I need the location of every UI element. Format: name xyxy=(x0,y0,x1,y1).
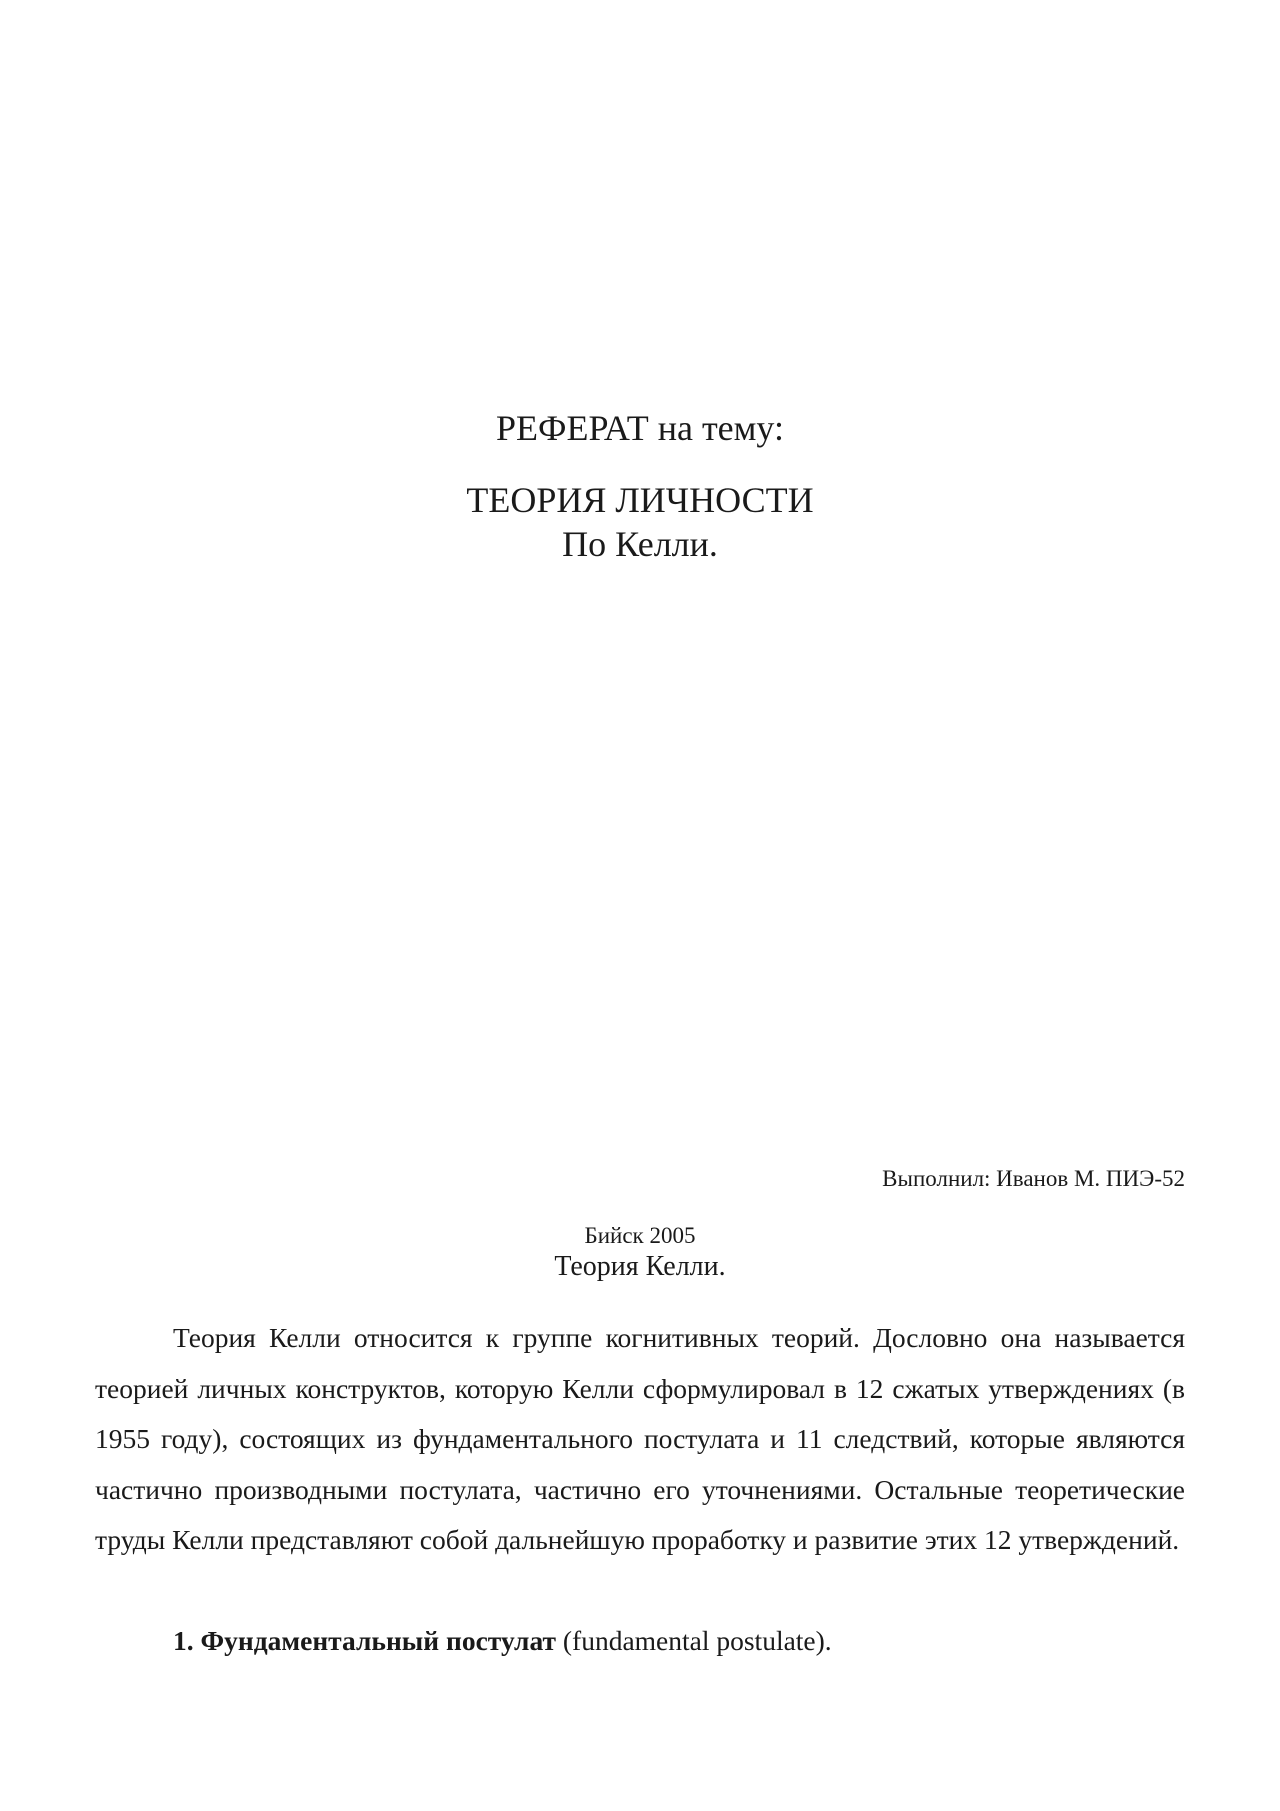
report-subtopic: По Келли. xyxy=(562,524,718,564)
report-topic: ТЕОРИЯ ЛИЧНОСТИ xyxy=(466,480,814,520)
postulate-heading xyxy=(173,1616,832,1666)
postulate-bold-label: 1. Фундаментальный постулат xyxy=(173,1625,556,1656)
section-title: Теория Келли. xyxy=(554,1251,726,1282)
body-paragraph: Теория Келли относится к группе когнитивных теорий. Дословно она называется теорией личных конструктов, которую Келли сформулировал в 12 сжатых утверждениях (в 1955 году), состоящих из фундаментального постулата и 11 следствий, которые являются частично производными постулата, частично его уточнениями. Остальные теоретические труды Келли представляют собой дальнейшую проработку и развитие этих 12 утверждений. xyxy=(95,1322,1185,1555)
report-heading: РЕФЕРАТ на тему: xyxy=(496,408,784,448)
postulate-english: (fundamental postulate). xyxy=(556,1625,832,1656)
author-line: Выполнил: Иванов М. ПИЭ-52 xyxy=(882,1166,1185,1191)
city-year: Бийск 2005 xyxy=(584,1223,696,1248)
